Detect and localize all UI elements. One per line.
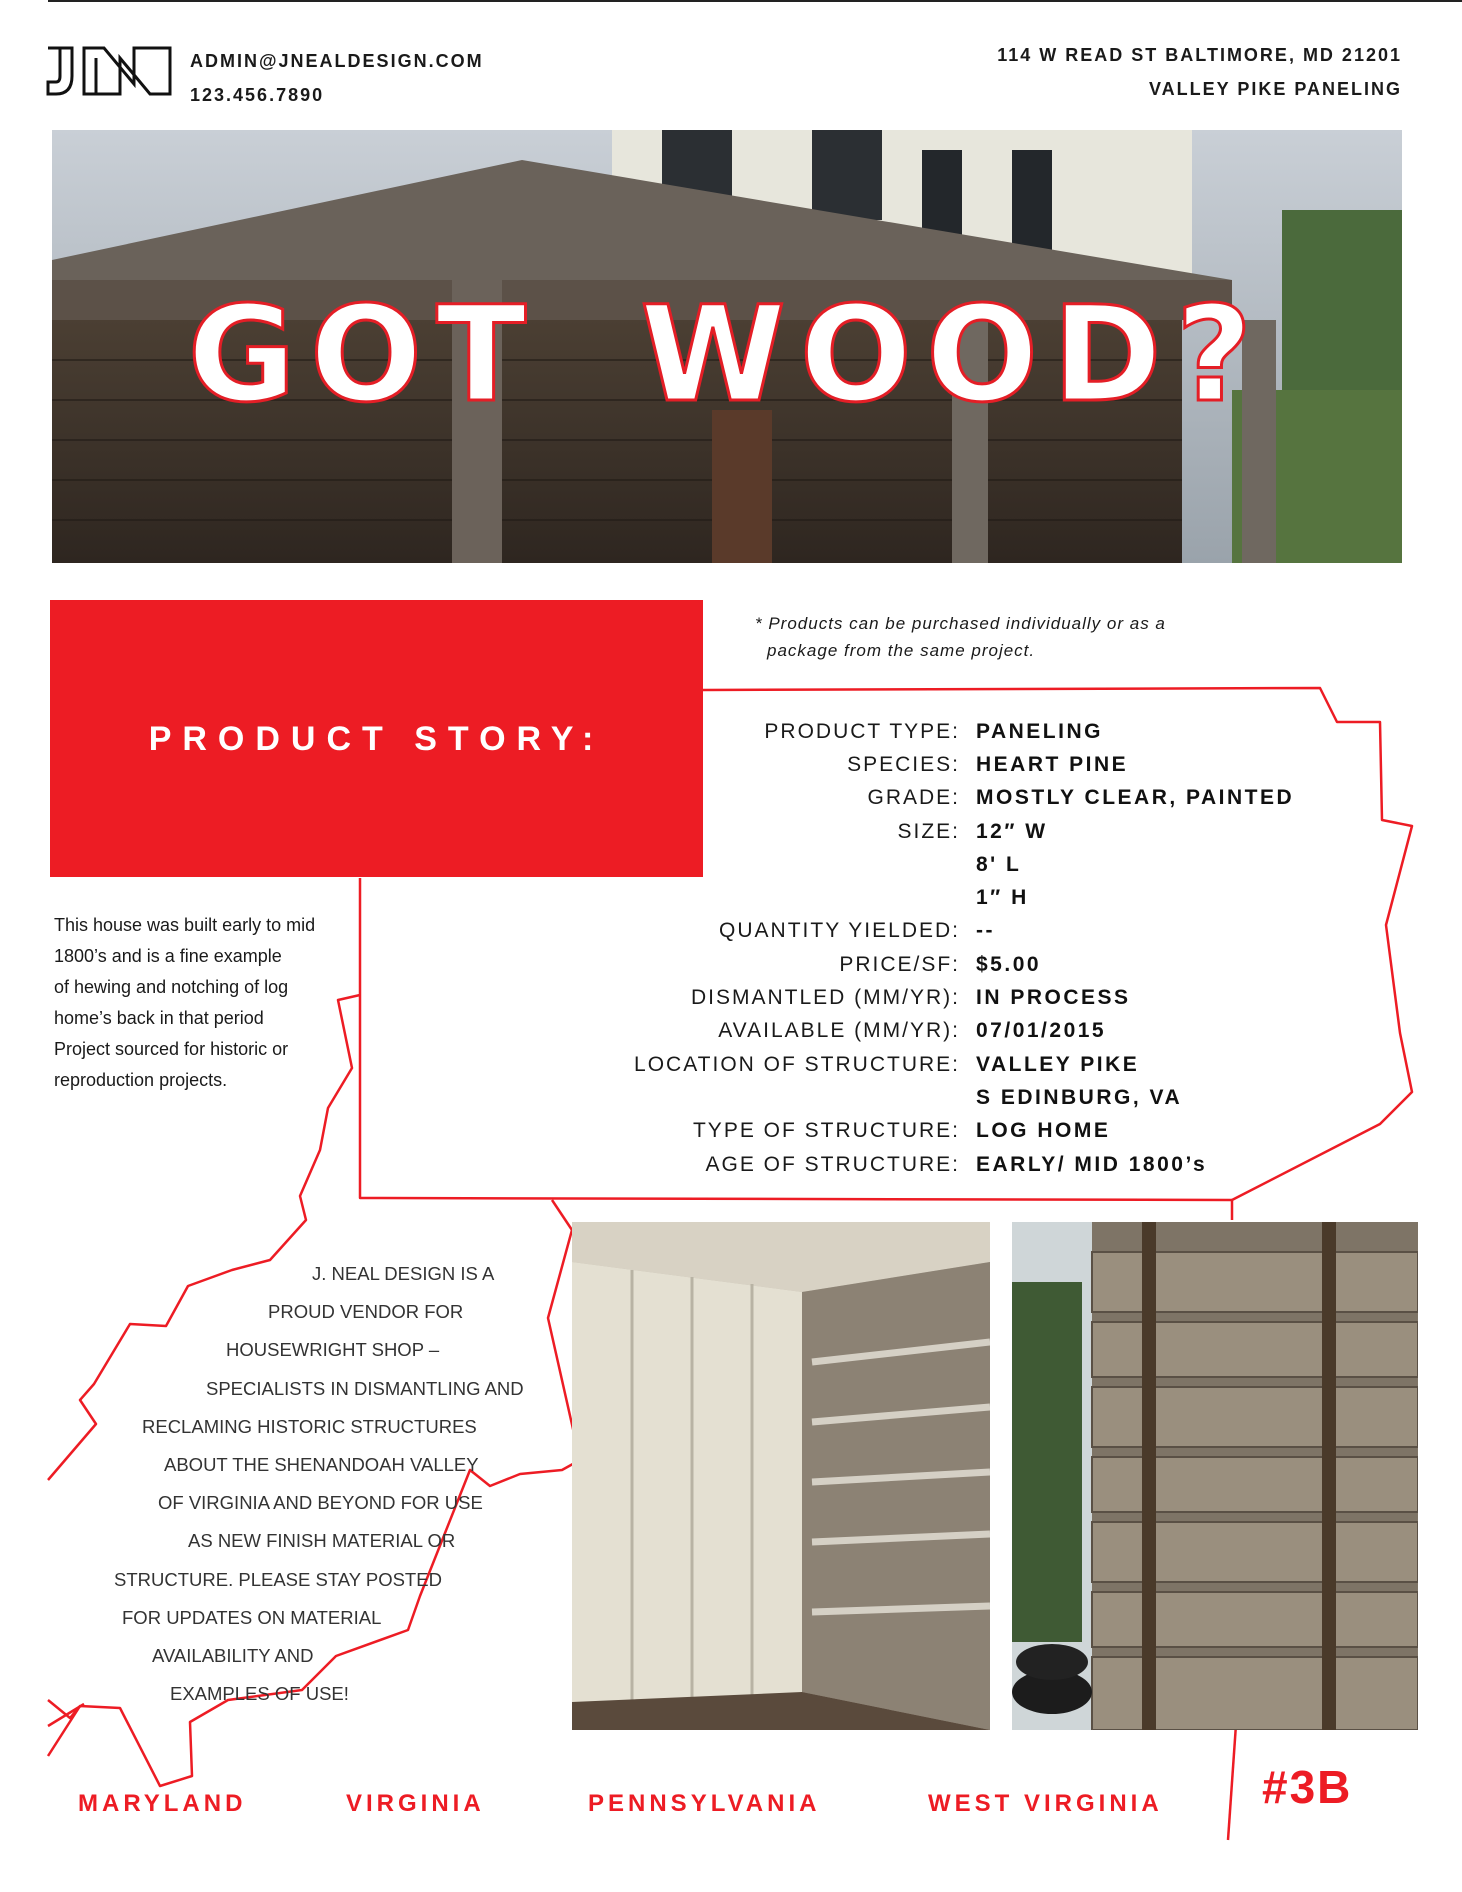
story-line: of hewing and notching of log [54, 977, 289, 997]
vendor-line: EXAMPLES OF USE! [170, 1683, 349, 1705]
story-line: This house was built early to mid [54, 915, 316, 935]
vendor-line: SPECIALISTS IN DISMANTLING AND [206, 1377, 524, 1399]
spec-value: $5.00 [976, 952, 1042, 976]
state-maryland: MARYLAND [78, 1790, 247, 1817]
spec-row [560, 915, 1340, 948]
street-address: 114 W READ ST BALTIMORE, MD 21201 [997, 45, 1402, 65]
spec-label: SIZE: [897, 819, 960, 843]
spec-label: SPECIES: [847, 752, 960, 776]
story-line: Project sourced for historic or [54, 1039, 289, 1059]
spec-row [560, 1015, 1340, 1048]
product-story-title: PRODUCT STORY: [148, 720, 605, 758]
log-wall-photo [1012, 1222, 1418, 1730]
spec-row [560, 848, 1340, 881]
spec-value: IN PROCESS [976, 986, 1131, 1010]
spec-row [560, 881, 1340, 914]
spec-value: S EDINBURG, VA [976, 1085, 1183, 1109]
spec-label: AGE OF STRUCTURE: [705, 1152, 960, 1176]
email-link[interactable]: ADMIN@JNEALDESIGN.COM [190, 51, 484, 71]
spec-row [560, 748, 1340, 781]
vendor-statement [100, 1255, 560, 1713]
vendor-line: AS NEW FINISH MATERIAL OR [188, 1530, 456, 1552]
story-line: 1800’s and is a fine example [54, 946, 282, 966]
note-line-2: package from the same project. [767, 641, 1036, 660]
sheet-number-badge: #3B [1262, 1761, 1353, 1813]
state-pennsylvania: PENNSYLVANIA [588, 1790, 821, 1817]
spec-label: GRADE: [867, 786, 960, 810]
vendor-line: HOUSEWRIGHT SHOP – [226, 1339, 440, 1361]
spec-value: 8' L [976, 852, 1022, 876]
vendor-line: RECLAMING HISTORIC STRUCTURES [142, 1415, 477, 1437]
spec-label: PRODUCT TYPE: [764, 719, 960, 743]
state-virginia: VIRGINIA [346, 1790, 485, 1817]
spec-value: LOG HOME [976, 1119, 1111, 1143]
hero-title: GOT WOOD? [187, 278, 1267, 432]
vendor-line: AVAILABILITY AND [152, 1645, 314, 1667]
vendor-line: FOR UPDATES ON MATERIAL [122, 1606, 382, 1628]
project-name: VALLEY PIKE PANELING [1148, 79, 1402, 99]
state-west-virginia: WEST VIRGINIA [928, 1790, 1163, 1817]
interior-photo [572, 1222, 990, 1730]
spec-value: MOSTLY CLEAR, PAINTED [976, 786, 1295, 810]
spec-value: 07/01/2015 [976, 1019, 1107, 1043]
story-line: home’s back in that period [54, 1008, 264, 1028]
spec-value: PANELING [976, 719, 1103, 743]
note-line-1: * Products can be purchased individually or as a [755, 614, 1166, 633]
spec-label: PRICE/SF: [839, 952, 960, 976]
phone-number[interactable]: 123.456.7890 [190, 85, 325, 105]
spec-value: 1″ H [976, 886, 1029, 910]
spec-row [560, 782, 1340, 815]
spec-row [560, 815, 1340, 848]
vendor-line: STRUCTURE. PLEASE STAY POSTED [114, 1568, 442, 1590]
spec-row [560, 1048, 1340, 1081]
spec-label: LOCATION OF STRUCTURE: [634, 1052, 960, 1076]
spec-label: TYPE OF STRUCTURE: [692, 1119, 960, 1143]
product-specs [560, 715, 1340, 1181]
vendor-line: OF VIRGINIA AND BEYOND FOR USE [158, 1492, 483, 1514]
spec-row [560, 948, 1340, 981]
spec-row [560, 981, 1340, 1014]
vendor-line: ABOUT THE SHENANDOAH VALLEY [164, 1454, 479, 1476]
spec-value: VALLEY PIKE [976, 1052, 1140, 1076]
spec-value: HEART PINE [976, 752, 1129, 776]
spec-row [560, 715, 1340, 748]
spec-row [560, 1115, 1340, 1148]
spec-row [560, 1081, 1340, 1114]
vendor-line: PROUD VENDOR FOR [268, 1301, 464, 1323]
spec-value: EARLY/ MID 1800’s [976, 1152, 1208, 1176]
spec-label: DISMANTLED (MM/YR): [691, 986, 960, 1010]
spec-row [560, 1148, 1340, 1181]
story-line: reproduction projects. [54, 1070, 228, 1090]
spec-value: 12″ W [976, 819, 1048, 843]
vendor-line: J. NEAL DESIGN IS A [312, 1263, 495, 1284]
spec-label: QUANTITY YIELDED: [719, 919, 960, 943]
spec-label: AVAILABLE (MM/YR): [718, 1019, 960, 1043]
spec-value: -- [976, 919, 995, 943]
